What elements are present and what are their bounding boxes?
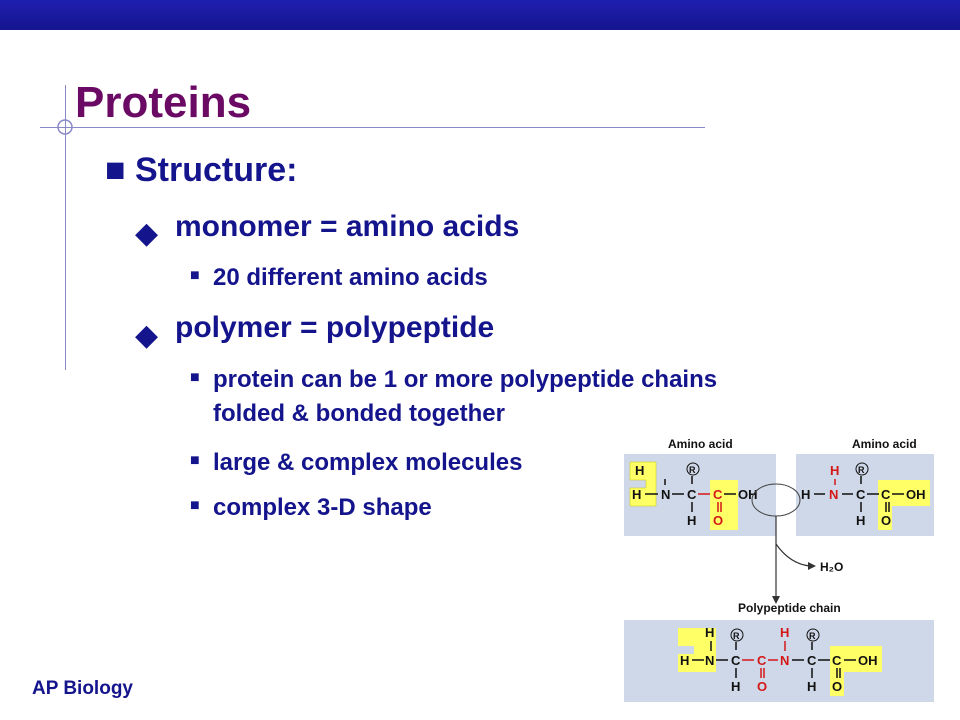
- svg-text:C: C: [881, 487, 891, 502]
- svg-text:H: H: [680, 653, 690, 668]
- page-title: Proteins: [75, 78, 252, 127]
- amino-acid-right-label: Amino acid: [852, 437, 917, 451]
- svg-text:H: H: [780, 625, 790, 640]
- svg-text:H: H: [635, 463, 645, 478]
- svg-text:OH: OH: [858, 653, 878, 668]
- water-release-arrow: [776, 544, 810, 566]
- svg-text:H: H: [807, 679, 817, 694]
- svg-text:N: N: [705, 653, 715, 668]
- svg-text:R: R: [733, 631, 740, 641]
- svg-text:C: C: [731, 653, 741, 668]
- square-bullet-icon: ■: [190, 452, 200, 469]
- svg-text:OH: OH: [906, 487, 926, 502]
- svg-text:H: H: [830, 463, 840, 478]
- svg-text:C: C: [687, 487, 697, 502]
- square-bullet-icon: ■: [105, 151, 126, 189]
- bullet-structure: Structure:: [135, 151, 298, 189]
- svg-text:C: C: [713, 487, 723, 502]
- svg-text:H: H: [705, 625, 715, 640]
- svg-text:H: H: [731, 679, 741, 694]
- svg-text:C: C: [832, 653, 842, 668]
- bullet-polymer-sub1-line2: folded & bonded together: [213, 400, 505, 427]
- peptide-bond-diagram: [620, 432, 940, 704]
- svg-text:N: N: [780, 653, 790, 668]
- svg-text:C: C: [856, 487, 866, 502]
- peptide-bond-figure: [620, 432, 940, 704]
- square-bullet-icon: ■: [190, 497, 200, 514]
- footer-label: AP Biology: [32, 678, 133, 699]
- diamond-bullet-icon: ◆: [135, 319, 159, 352]
- svg-text:O: O: [757, 679, 768, 694]
- svg-text:N: N: [829, 487, 839, 502]
- svg-text:H: H: [801, 487, 811, 502]
- svg-text:R: R: [858, 465, 865, 475]
- amino-acid-left-label: Amino acid: [668, 437, 733, 451]
- svg-text:R: R: [689, 465, 696, 475]
- svg-text:R: R: [809, 631, 816, 641]
- square-bullet-icon: ■: [190, 369, 200, 386]
- bullet-polymer-sub2: large & complex molecules: [213, 449, 523, 476]
- svg-text:N: N: [661, 487, 671, 502]
- svg-text:H: H: [856, 513, 866, 528]
- bullet-polymer-sub1-line1: protein can be 1 or more polypeptide chains: [213, 366, 718, 393]
- svg-text:O: O: [832, 679, 843, 694]
- square-bullet-icon: ■: [190, 267, 200, 284]
- svg-text:H: H: [687, 513, 697, 528]
- svg-text:O: O: [881, 513, 892, 528]
- bullet-polymer: polymer = polypeptide: [175, 311, 495, 344]
- bullet-monomer: monomer = amino acids: [175, 210, 520, 243]
- crosshair-icon: [56, 118, 74, 136]
- svg-text:H: H: [632, 487, 642, 502]
- diamond-bullet-icon: ◆: [135, 217, 159, 250]
- polypeptide-panel: [624, 620, 934, 702]
- water-label: H₂O: [820, 560, 844, 574]
- bullet-monomer-sub: 20 different amino acids: [213, 264, 488, 291]
- svg-text:C: C: [807, 653, 817, 668]
- bullet-polymer-sub3: complex 3-D shape: [213, 494, 432, 521]
- svg-text:C: C: [757, 653, 767, 668]
- svg-text:O: O: [713, 513, 724, 528]
- polypeptide-chain-label: Polypeptide chain: [738, 601, 841, 615]
- svg-text:OH: OH: [738, 487, 758, 502]
- top-bar: [0, 0, 960, 30]
